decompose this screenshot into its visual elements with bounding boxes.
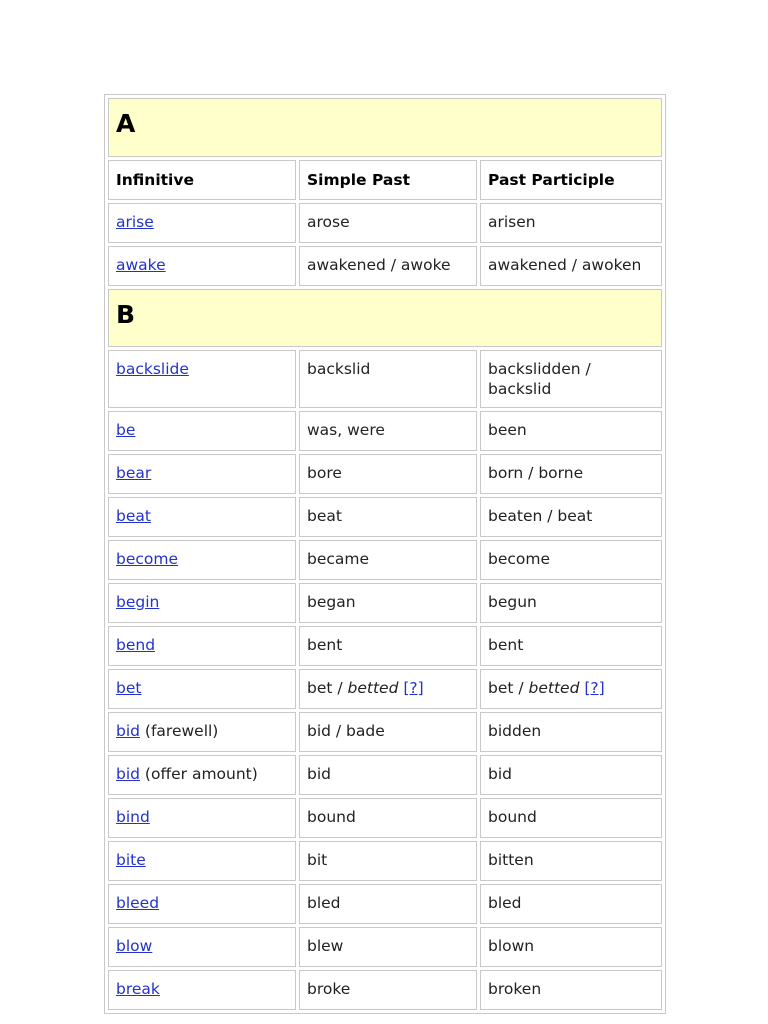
simple-past-cell: bore	[299, 454, 477, 494]
simple-past-italic: betted	[347, 679, 399, 697]
simple-past-cell: bid	[299, 755, 477, 795]
column-header-past-participle: Past Participle	[480, 160, 662, 200]
verb-link[interactable]: be	[116, 421, 136, 439]
past-participle-cell: arisen	[480, 203, 662, 243]
verb-row-bite	[108, 841, 662, 881]
verb-row-awake	[108, 246, 662, 286]
infinitive-cell	[108, 927, 296, 967]
verb-row-arise	[108, 203, 662, 243]
past-participle-plain: bet /	[488, 679, 529, 697]
simple-past-cell: arose	[299, 203, 477, 243]
infinitive-cell	[108, 626, 296, 666]
verb-row-be	[108, 411, 662, 451]
verb-row-begin	[108, 583, 662, 623]
past-participle-cell: bidden	[480, 712, 662, 752]
past-participle-cell: backslidden / backslid	[480, 350, 662, 408]
infinitive-cell	[108, 884, 296, 924]
verb-link[interactable]: bleed	[116, 894, 160, 912]
verb-row-bid-offer	[108, 755, 662, 795]
past-participle-cell: become	[480, 540, 662, 580]
verb-link[interactable]: begin	[116, 593, 160, 611]
infinitive-cell	[108, 798, 296, 838]
infinitive-cell	[108, 755, 296, 795]
verb-link[interactable]: bind	[116, 808, 150, 826]
section-letter: B	[108, 289, 662, 348]
column-header-simple-past: Simple Past	[299, 160, 477, 200]
verb-link[interactable]: beat	[116, 507, 151, 525]
verb-link[interactable]: bet	[116, 679, 142, 697]
infinitive-note: (farewell)	[139, 722, 219, 740]
verb-row-bend	[108, 626, 662, 666]
column-header-row	[108, 160, 662, 200]
simple-past-cell: bound	[299, 798, 477, 838]
section-header-b	[108, 289, 662, 348]
past-participle-cell: beaten / beat	[480, 497, 662, 537]
past-participle-cell: awakened / awoken	[480, 246, 662, 286]
simple-past-cell: bit	[299, 841, 477, 881]
question-link[interactable]: [?]	[403, 679, 424, 697]
simple-past-cell: bent	[299, 626, 477, 666]
simple-past-cell: blew	[299, 927, 477, 967]
past-participle-cell: bitten	[480, 841, 662, 881]
past-participle-cell: begun	[480, 583, 662, 623]
verb-row-backslide	[108, 350, 662, 408]
infinitive-cell	[108, 583, 296, 623]
past-participle-cell: born / borne	[480, 454, 662, 494]
section-letter: A	[108, 98, 662, 157]
verb-row-bind	[108, 798, 662, 838]
past-participle-cell	[480, 669, 662, 709]
past-participle-cell: bound	[480, 798, 662, 838]
verb-link[interactable]: awake	[116, 255, 166, 274]
verb-link[interactable]: backslide	[116, 360, 189, 378]
verb-link[interactable]: arise	[116, 212, 154, 231]
infinitive-cell	[108, 669, 296, 709]
verb-link[interactable]: break	[116, 980, 160, 998]
past-participle-cell: blown	[480, 927, 662, 967]
simple-past-cell: beat	[299, 497, 477, 537]
infinitive-cell	[108, 203, 296, 243]
verb-link[interactable]: blow	[116, 937, 153, 955]
verb-link[interactable]: bite	[116, 851, 146, 869]
verb-row-bleed	[108, 884, 662, 924]
infinitive-cell	[108, 246, 296, 286]
verb-row-break	[108, 970, 662, 1010]
simple-past-cell: bled	[299, 884, 477, 924]
simple-past-cell: backslid	[299, 350, 477, 408]
verb-link[interactable]: bend	[116, 636, 156, 654]
past-participle-cell: bled	[480, 884, 662, 924]
simple-past-cell: was, were	[299, 411, 477, 451]
simple-past-cell	[299, 669, 477, 709]
infinitive-note: (offer amount)	[139, 765, 258, 783]
simple-past-cell: broke	[299, 970, 477, 1010]
verb-link[interactable]: bid	[116, 722, 140, 740]
infinitive-cell	[108, 841, 296, 881]
infinitive-cell	[108, 350, 296, 408]
infinitive-cell	[108, 411, 296, 451]
verb-link[interactable]: bid	[116, 765, 140, 783]
past-participle-cell: been	[480, 411, 662, 451]
past-participle-cell: bent	[480, 626, 662, 666]
simple-past-cell: awakened / awoke	[299, 246, 477, 286]
infinitive-cell	[108, 454, 296, 494]
section-header-a	[108, 98, 662, 157]
verb-row-bear	[108, 454, 662, 494]
infinitive-cell	[108, 712, 296, 752]
simple-past-cell: bid / bade	[299, 712, 477, 752]
verb-link[interactable]: become	[116, 550, 179, 568]
verb-row-bet	[108, 669, 662, 709]
verb-row-beat	[108, 497, 662, 537]
verb-row-become	[108, 540, 662, 580]
infinitive-cell	[108, 970, 296, 1010]
simple-past-cell: began	[299, 583, 477, 623]
past-participle-cell: broken	[480, 970, 662, 1010]
question-link[interactable]: [?]	[584, 679, 605, 697]
simple-past-plain: bet /	[307, 679, 348, 697]
infinitive-cell	[108, 497, 296, 537]
irregular-verbs-table	[104, 94, 666, 1014]
past-participle-cell: bid	[480, 755, 662, 795]
past-participle-italic: betted	[528, 679, 580, 697]
simple-past-cell: became	[299, 540, 477, 580]
column-header-infinitive: Infinitive	[108, 160, 296, 200]
verb-row-blow	[108, 927, 662, 967]
verb-link[interactable]: bear	[116, 464, 152, 482]
verb-row-bid-farewell	[108, 712, 662, 752]
infinitive-cell	[108, 540, 296, 580]
